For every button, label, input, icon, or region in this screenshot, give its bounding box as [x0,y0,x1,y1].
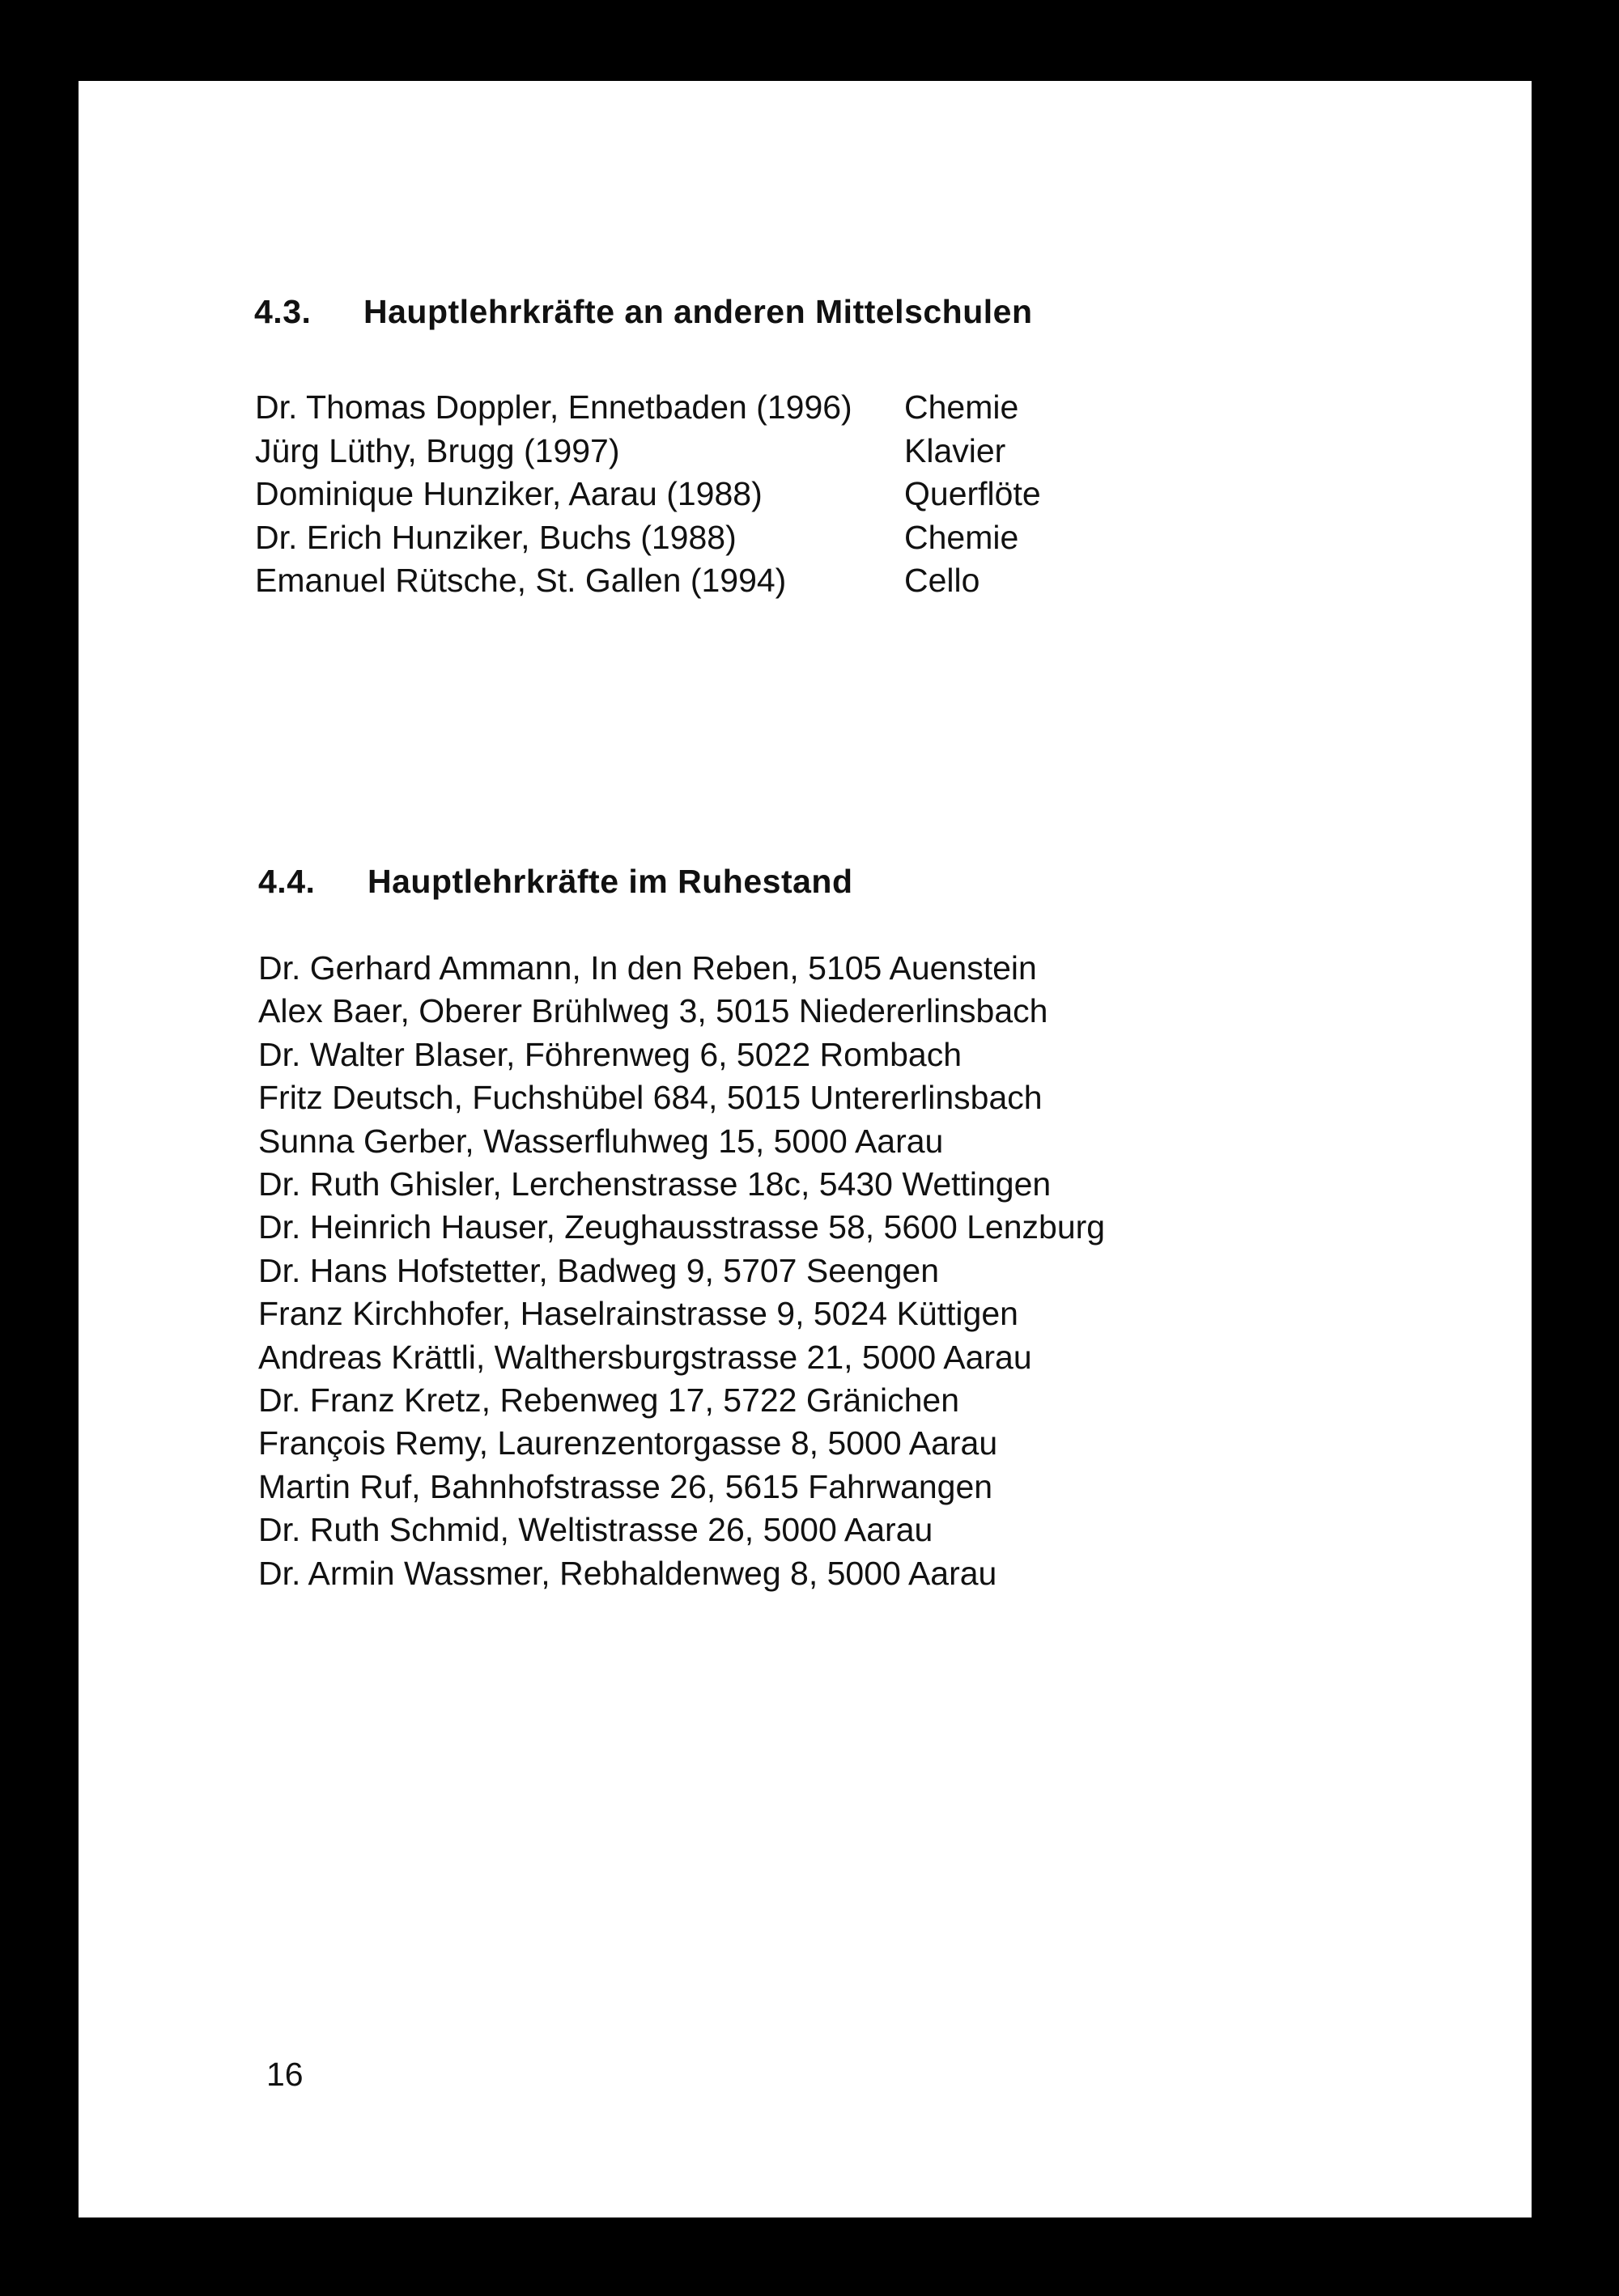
list-item: Alex Baer, Oberer Brühlweg 3, 5015 Niedererlinsbach [258,992,1048,1030]
teacher-table [255,386,1041,603]
teacher-name: Dominique Hunziker, Aarau (1988) [255,475,763,512]
list-item: Dr. Heinrich Hauser, Zeughausstrasse 58, 5600 Lenzburg [258,1208,1106,1246]
list-item: Fritz Deutsch, Fuchshübel 684, 5015 Untererlinsbach [258,1079,1043,1117]
teacher-subject: Cello [904,562,980,599]
teacher-subject: Chemie [904,518,1019,556]
section-number: 4.3. [254,293,312,330]
list-item: François Remy, Laurenzentorgasse 8, 5000 Aarau [258,1424,998,1462]
list-item: Dr. Walter Blaser, Föhrenweg 6, 5022 Rombach [258,1035,962,1073]
list-item: Dr. Hans Hofstetter, Badweg 9, 5707 Seengen [258,1251,940,1289]
section-title: Hauptlehrkräfte an anderen Mittelschulen [363,293,1033,330]
teacher-subject: Querflöte [904,475,1041,512]
list-item: Sunna Gerber, Wasserfluhweg 15, 5000 Aarau [258,1122,944,1160]
teacher-subject: Chemie [904,388,1019,426]
teacher-name: Dr. Thomas Doppler, Ennetbaden (1996) [255,388,852,426]
table-row [255,516,1041,560]
page-number: 16 [266,2056,304,2093]
list-item: Dr. Ruth Schmid, Weltistrasse 26, 5000 Aarau [258,1511,933,1549]
document-page [79,81,1532,2217]
teacher-name: Jürg Lüthy, Brugg (1997) [255,431,620,469]
list-item: Martin Ruf, Bahnhofstrasse 26, 5615 Fahrwangen [258,1467,993,1505]
section-heading-4-4 [258,863,853,901]
section-number: 4.4. [258,863,316,900]
teacher-name: Emanuel Rütsche, St. Gallen (1994) [255,562,787,599]
list-item: Franz Kirchhofer, Haselrainstrasse 9, 5024 Küttigen [258,1295,1018,1333]
list-item: Dr. Franz Kretz, Rebenweg 17, 5722 Gränichen [258,1381,960,1420]
teacher-subject: Klavier [904,431,1006,469]
teacher-name: Dr. Erich Hunziker, Buchs (1988) [255,518,737,556]
table-row [255,559,1041,603]
section-title: Hauptlehrkräfte im Ruhestand [368,863,853,900]
section-heading-4-3 [254,293,1033,331]
table-row [255,430,1041,473]
list-item: Dr. Gerhard Ammann, In den Reben, 5105 Auenstein [258,949,1037,987]
list-item: Dr. Armin Wassmer, Rebhaldenweg 8, 5000 Aarau [258,1554,997,1592]
retired-teacher-list [258,947,1105,1595]
table-row [255,386,1041,430]
list-item: Andreas Krättli, Walthersburgstrasse 21, 5000 Aarau [258,1338,1032,1376]
list-item: Dr. Ruth Ghisler, Lerchenstrasse 18c, 5430 Wettingen [258,1165,1052,1203]
table-row [255,473,1041,516]
